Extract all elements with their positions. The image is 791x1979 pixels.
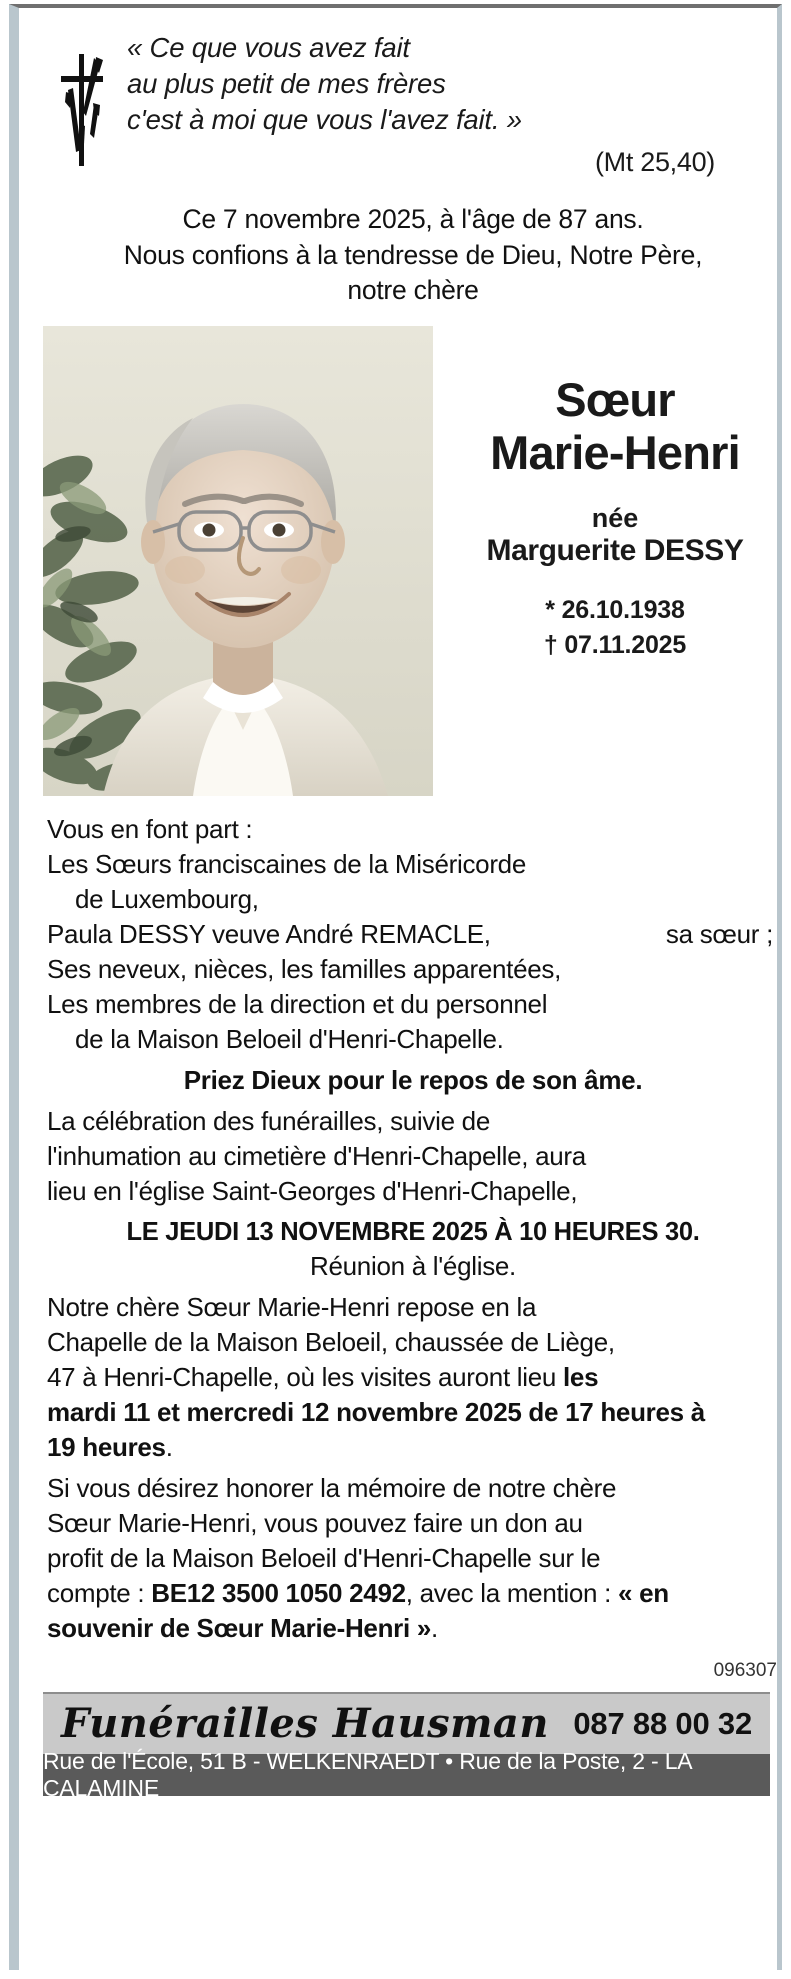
visits-line-4: mardi 11 et mercredi 12 novembre 2025 de 17 heures à	[47, 1396, 705, 1427]
ceremony-date: LE JEUDI 13 NOVEMBRE 2025 À 10 HEURES 30.	[126, 1217, 700, 1246]
quote-line-3: c'est à moi que vous l'avez fait. »	[127, 103, 522, 135]
nephews-line: Ses neveux, nièces, les familles apparentées,	[47, 953, 562, 984]
hero-block	[43, 326, 791, 796]
prayer-line: Priez Dieux pour le repos de son âme.	[183, 1064, 643, 1095]
funeral-home-addresses: Rue de l'École, 51 B - WELKENRAEDT • Rue de la Poste, 2 - LA CALAMINE	[43, 1747, 692, 1801]
funeral-home-name: Funérailles Hausman	[61, 1700, 549, 1748]
notice-frame	[9, 4, 782, 1970]
ceremony-line-3: lieu en l'église Saint-Georges d'Henri-Chapelle,	[47, 1175, 578, 1206]
sister-name: Paula DESSY veuve André REMACLE,	[47, 918, 491, 949]
intro-block	[43, 180, 791, 308]
ceremony-line-1	[47, 1104, 779, 1139]
visits-line-5	[47, 1430, 779, 1465]
funeral-home-phone: 087 88 00 32	[573, 1705, 752, 1741]
quote-line-2: au plus petit de mes frères	[127, 67, 446, 99]
quote-line-1: « Ce que vous avez fait	[127, 32, 410, 63]
donation-bold-4d: « en	[618, 1577, 669, 1608]
gathering-line: Réunion à l'église.	[310, 1251, 516, 1281]
donation-bold-5: souvenir de Sœur Marie-Henri »	[47, 1612, 431, 1643]
reference-number: 096307	[713, 1659, 777, 1681]
family-line: de Luxembourg,	[75, 883, 259, 914]
donation-text-4a: compte :	[47, 1577, 152, 1608]
quote-reference: (Mt 25,40)	[594, 147, 715, 178]
donation-line-2: Sœur Marie-Henri, vous pouvez faire un don au	[47, 1507, 583, 1538]
portrait-photo	[43, 326, 433, 796]
franciscan-tau-cross-icon	[43, 30, 121, 179]
donation-line-1: Si vous désirez honorer la mémoire de notre chère	[47, 1472, 617, 1503]
footer-brand-bar	[43, 1692, 770, 1754]
intro-line-2: Nous confions à la tendresse de Dieu, Notre Père,	[123, 239, 703, 270]
deceased-name-block	[433, 326, 791, 662]
deceased-title: Sœur	[555, 373, 675, 427]
visits-line-3	[47, 1360, 779, 1395]
donation-iban: BE12 3500 1050 2492	[151, 1577, 406, 1608]
notice-content	[43, 16, 791, 1801]
notice-body	[43, 796, 791, 1646]
announcement-intro: Vous en font part :	[47, 814, 253, 845]
visits-line-1: Notre chère Sœur Marie-Henri repose en la	[47, 1291, 537, 1322]
visits-text-5: .	[165, 1431, 173, 1462]
staff-line: Les membres de la direction et du personnel	[47, 988, 548, 1019]
visits-bold-3: les	[563, 1361, 599, 1392]
donation-text-4c: , avec la mention :	[405, 1577, 618, 1608]
ceremony-text-1: La célébration des funérailles, suivie de	[47, 1105, 490, 1136]
scripture-quote	[121, 30, 791, 180]
quote-block	[43, 16, 791, 180]
deceased-name: Marie-Henri	[490, 425, 740, 479]
visits-line-2: Chapelle de la Maison Beloeil, chaussée de Liège,	[47, 1326, 615, 1357]
staff-line: de la Maison Beloeil d'Henri-Chapelle.	[75, 1023, 504, 1054]
family-line: Les Sœurs franciscaines de la Miséricorde	[47, 849, 526, 880]
donation-line-5	[47, 1611, 779, 1646]
life-dates	[439, 593, 791, 662]
donation-line-3: profit de la Maison Beloeil d'Henri-Chapelle sur le	[47, 1542, 601, 1573]
funeral-home-footer	[43, 1692, 770, 1801]
death-date: † 07.11.2025	[543, 630, 687, 659]
visits-bold-5: 19 heures	[47, 1431, 166, 1462]
donation-line-4	[47, 1576, 779, 1611]
donation-text-5a: .	[430, 1612, 438, 1643]
intro-line-3: notre chère	[347, 274, 479, 305]
nee-label: née	[591, 503, 639, 534]
sister-row	[47, 917, 779, 952]
intro-line-1: Ce 7 novembre 2025, à l'âge de 87 ans.	[182, 204, 644, 235]
ceremony-line-2: l'inhumation au cimetière d'Henri-Chapelle, aura	[47, 1140, 586, 1171]
footer-address-bar	[43, 1747, 770, 1801]
visits-text-3: 47 à Henri-Chapelle, où les visites auront lieu	[47, 1361, 563, 1392]
birth-date: * 26.10.1938	[545, 596, 685, 625]
sister-relation: sa sœur ;	[665, 918, 773, 949]
deceased-birth-name: Marguerite DESSY	[486, 534, 744, 568]
